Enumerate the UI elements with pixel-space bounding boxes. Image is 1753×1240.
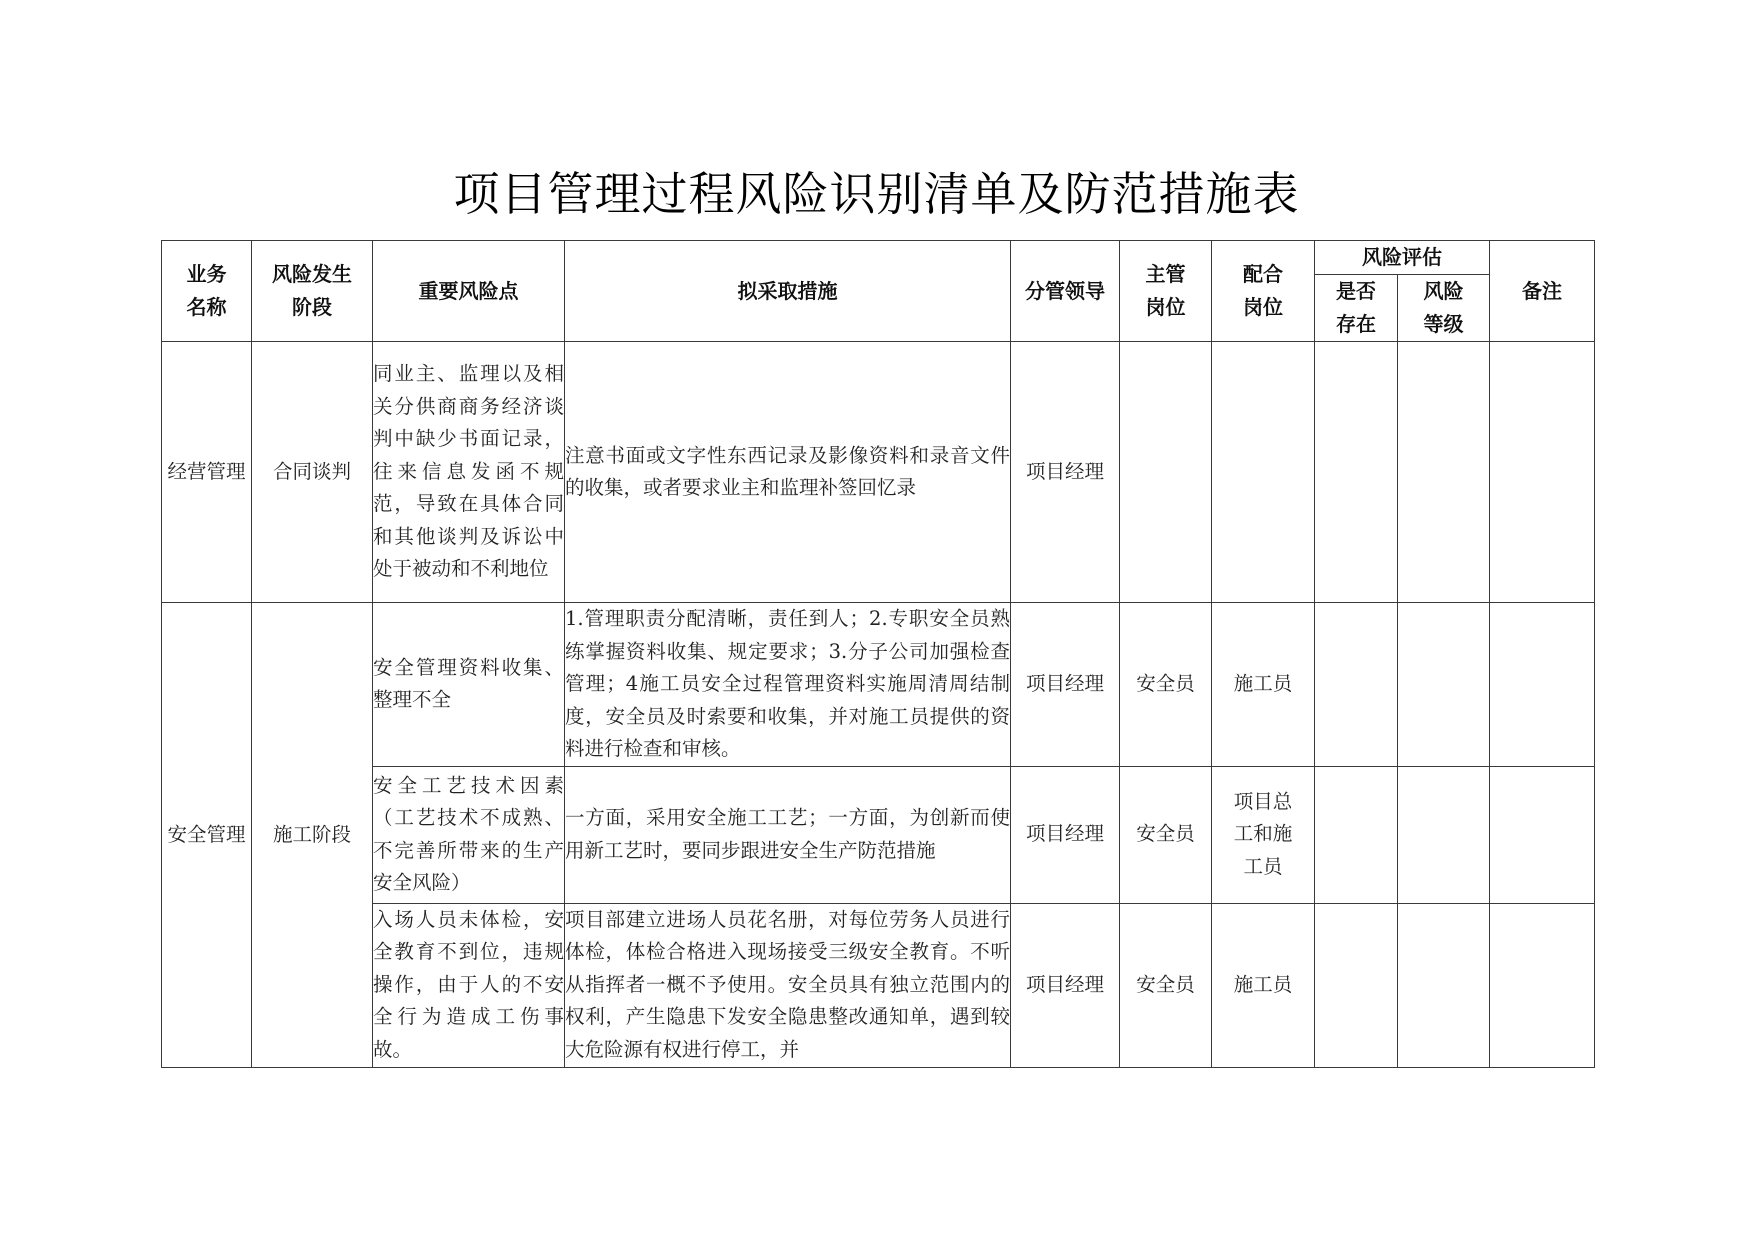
cell-main-post: 安全员 — [1120, 766, 1212, 903]
cell-business-name: 经营管理 — [162, 342, 252, 603]
cell-main-post: 安全员 — [1120, 903, 1212, 1067]
cell-remarks — [1490, 342, 1595, 603]
cell-measures: 项目部建立进场人员花名册，对每位劳务人员进行体检，体检合格进入现场接受三级安全教育。不听从指挥者一概不予使用。安全员具有独立范围内的权利，产生隐患下发安全隐患整改通知单，遇到较大危险源有权进行停工，并 — [565, 903, 1011, 1067]
cell-exists — [1315, 903, 1398, 1067]
header-business-name: 业务 名称 — [162, 241, 252, 342]
cell-key-risk: 安全工艺技术因素（工艺技术不成熟、不完善所带来的生产安全风险） — [373, 766, 565, 903]
header-remarks: 备注 — [1490, 241, 1595, 342]
cell-measures: 注意书面或文字性东西记录及影像资料和录音文件的收集，或者要求业主和监理补签回忆录 — [565, 342, 1011, 603]
header-risk-level: 风险 等级 — [1398, 275, 1490, 342]
header-risk-eval: 风险评估 — [1315, 241, 1490, 275]
header-risk-stage: 风险发生 阶段 — [252, 241, 373, 342]
cell-risk-level — [1398, 603, 1490, 767]
cell-business-name: 安全管理 — [162, 603, 252, 1068]
cell-key-risk: 同业主、监理以及相关分供商商务经济谈判中缺少书面记录，往来信息发函不规范，导致在具体合同和其他谈判及诉讼中处于被动和不利地位 — [373, 342, 565, 603]
cell-risk-stage: 施工阶段 — [252, 603, 373, 1068]
cell-exists — [1315, 603, 1398, 767]
document-title: 项目管理过程风险识别清单及防范措施表 — [453, 167, 1300, 221]
cell-remarks — [1490, 903, 1595, 1067]
cell-coop-post: 施工员 — [1212, 603, 1315, 767]
risk-table — [161, 240, 1595, 1068]
cell-remarks — [1490, 603, 1595, 767]
cell-key-risk: 安全管理资料收集、整理不全 — [373, 603, 565, 767]
table-row — [162, 903, 1595, 1067]
cell-exists — [1315, 766, 1398, 903]
cell-risk-level — [1398, 766, 1490, 903]
cell-risk-stage: 合同谈判 — [252, 342, 373, 603]
cell-key-risk: 入场人员未体检，安全教育不到位，违规操作，由于人的不安全行为造成工伤事故。 — [373, 903, 565, 1067]
header-leader: 分管领导 — [1011, 241, 1120, 342]
cell-main-post: 安全员 — [1120, 603, 1212, 767]
header-key-risk: 重要风险点 — [373, 241, 565, 342]
cell-leader: 项目经理 — [1011, 766, 1120, 903]
cell-remarks — [1490, 766, 1595, 903]
cell-measures: 1.管理职责分配清晰，责任到人；2.专职安全员熟练掌握资料收集、规定要求；3.分子公司加强检查管理；4施工员安全过程管理资料实施周清周结制度，安全员及时索要和收集，并对施工员提供的资料进行检查和审核。 — [565, 603, 1011, 767]
cell-leader: 项目经理 — [1011, 603, 1120, 767]
cell-main-post — [1120, 342, 1212, 603]
cell-leader: 项目经理 — [1011, 903, 1120, 1067]
cell-coop-post: 项目总工和施工员 — [1212, 766, 1315, 903]
cell-risk-level — [1398, 903, 1490, 1067]
table-row — [162, 603, 1595, 767]
header-coop-post: 配合 岗位 — [1212, 241, 1315, 342]
cell-coop-post: 施工员 — [1212, 903, 1315, 1067]
table-row — [162, 342, 1595, 603]
header-measures: 拟采取措施 — [565, 241, 1011, 342]
cell-leader: 项目经理 — [1011, 342, 1120, 603]
header-exists: 是否 存在 — [1315, 275, 1398, 342]
cell-risk-level — [1398, 342, 1490, 603]
cell-exists — [1315, 342, 1398, 603]
cell-measures: 一方面，采用安全施工工艺；一方面，为创新而使用新工艺时，要同步跟进安全生产防范措施 — [565, 766, 1011, 903]
cell-coop-post — [1212, 342, 1315, 603]
header-main-post: 主管 岗位 — [1120, 241, 1212, 342]
table-row — [162, 766, 1595, 903]
